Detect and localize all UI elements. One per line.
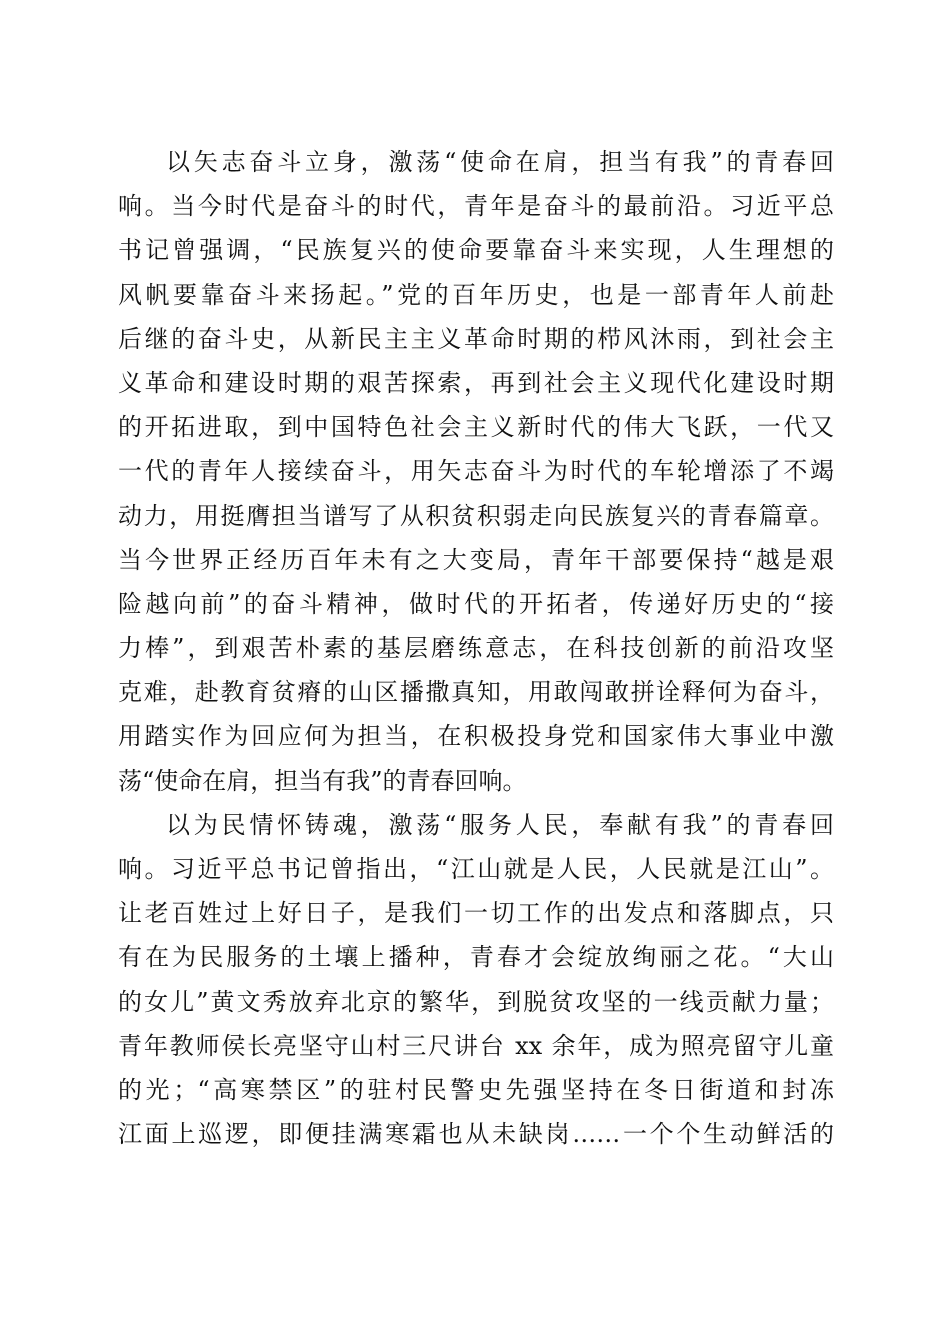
text-line: 用踏实作为回应何为担当，在积极投身党和国家伟大事业中激 [118,722,834,751]
text-line: 荡“使命在肩，担当有我”的青春回响。 [118,766,527,795]
text-line: 风帆要靠奋斗来扬起。”党的百年历史，也是一部青年人前赴 [118,280,834,309]
text-line: 青年教师侯长亮坚守山村三尺讲台 xx 余年，成为照亮留守儿童 [118,1031,834,1060]
text-line: 险越向前”的奋斗精神，做时代的开拓者，传递好历史的“接 [118,589,834,618]
text-line: 以矢志奋斗立身，激荡“使命在肩，担当有我”的青春回 [166,148,834,176]
text-line: 一代的青年人接续奋斗，用矢志奋斗为时代的车轮增添了不竭 [118,457,834,486]
text-line: 书记曾强调，“民族复兴的使命要靠奋斗来实现，人生理想的 [118,236,834,265]
paragraph-1 [118,140,834,803]
text-line: 的光；“高寒禁区”的驻村民警史先强坚持在冬日街道和封冻 [118,1075,834,1104]
text-line: 的女儿”黄文秀放弃北京的繁华，到脱贫攻坚的一线贡献力量； [118,987,834,1016]
document-page [118,140,834,1156]
text-line: 后继的奋斗史，从新民主主义革命时期的栉风沐雨，到社会主 [118,324,834,353]
paragraph-2 [118,803,834,1157]
text-line: 克难，赴教育贫瘠的山区播撒真知，用敢闯敢拼诠释何为奋斗， [118,678,834,707]
text-line: 当今世界正经历百年未有之大变局，青年干部要保持“越是艰 [118,545,834,574]
text-line: 让老百姓过上好日子，是我们一切工作的出发点和落脚点，只 [118,899,834,928]
text-line: 响。当今时代是奋斗的时代，青年是奋斗的最前沿。习近平总 [118,192,834,221]
text-line: 以为民情怀铸魂，激荡“服务人民，奉献有我”的青春回 [166,810,834,839]
text-line: 有在为民服务的土壤上播种，青春才会绽放绚丽之花。“大山 [118,943,834,972]
text-line: 力棒”，到艰苦朴素的基层磨练意志，在科技创新的前沿攻坚 [118,634,834,663]
text-line: 动力，用挺膺担当谱写了从积贫积弱走向民族复兴的青春篇章。 [118,501,834,530]
text-line: 义革命和建设时期的艰苦探索，再到社会主义现代化建设时期 [118,368,834,397]
text-line: 江面上巡逻，即便挂满寒霜也从未缺岗……一个个生动鲜活的 [118,1120,834,1149]
text-line: 响。习近平总书记曾指出，“江山就是人民，人民就是江山”。 [118,855,834,883]
text-line: 的开拓进取，到中国特色社会主义新时代的伟大飞跃，一代又 [118,413,834,442]
